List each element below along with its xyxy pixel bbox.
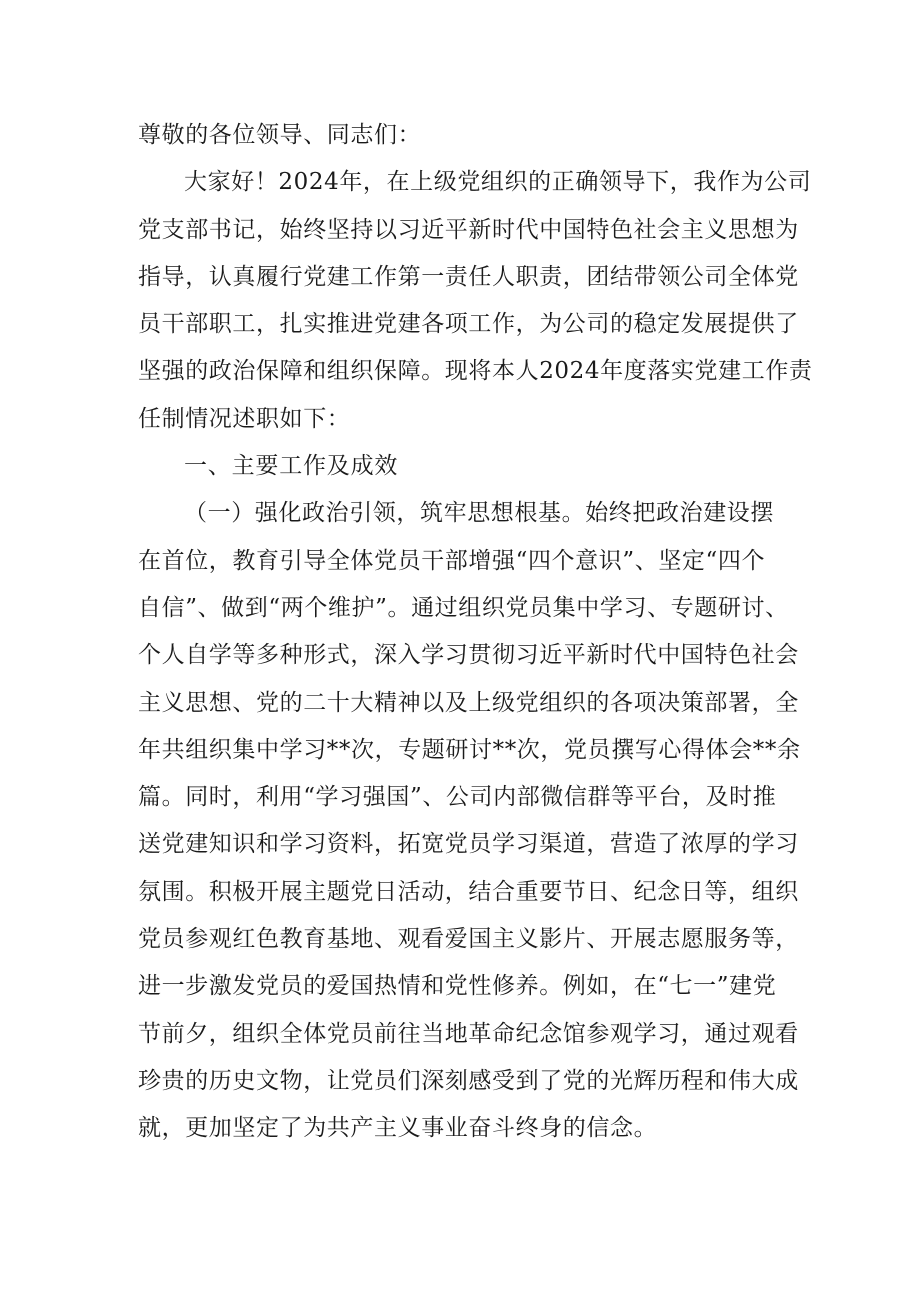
section-heading: 一、主要工作及成效 bbox=[184, 453, 399, 480]
subsection-paragraph-line: 主义思想、党的二十大精神以及上级党组织的各项决策部署，全 bbox=[138, 689, 799, 716]
subsection-paragraph-line: 篇。同时，利用“学习强国”、公司内部微信群等平台，及时推 bbox=[138, 784, 777, 811]
intro-paragraph-line: 大家好！2024年，在上级党组织的正确领导下，我作为公司 bbox=[184, 169, 812, 196]
document-body bbox=[138, 112, 813, 1153]
intro-paragraph-line: 指导，认真履行党建工作第一责任人职责，团结带领公司全体党 bbox=[138, 263, 799, 290]
subsection-paragraph-line: 自信”、做到“两个维护”。通过组织党员集中学习、专题研讨、 bbox=[138, 594, 789, 621]
subsection-paragraph-line: （一）强化政治引领，筑牢思想根基。始终把政治建设摆 bbox=[184, 500, 774, 527]
intro-paragraph-line: 党支部书记，始终坚持以习近平新时代中国特色社会主义思想为 bbox=[138, 216, 799, 243]
intro-paragraph-line: 员干部职工，扎实推进党建各项工作，为公司的稳定发展提供了 bbox=[138, 311, 799, 338]
salutation: 尊敬的各位领导、同志们： bbox=[138, 122, 422, 148]
intro-paragraph-line: 坚强的政治保障和组织保障。现将本人2024年度落实党建工作责 bbox=[138, 358, 813, 385]
subsection-paragraph-line: 珍贵的历史文物，让党员们深刻感受到了党的光辉历程和伟大成 bbox=[138, 1067, 799, 1094]
subsection-paragraph-line: 就，更加坚定了为共产主义事业奋斗终身的信念。 bbox=[138, 1115, 658, 1142]
subsection-paragraph-line: 党员参观红色教育基地、观看爱国主义影片、开展志愿服务等， bbox=[138, 926, 799, 953]
subsection-paragraph-line: 氛围。积极开展主题党日活动，结合重要节日、纪念日等，组织 bbox=[138, 878, 799, 905]
subsection-paragraph-line: 节前夕，组织全体党员前往当地革命纪念馆参观学习，通过观看 bbox=[138, 1020, 799, 1047]
subsection-paragraph-line: 在首位，教育引导全体党员干部增强“四个意识”、坚定“四个 bbox=[138, 547, 766, 574]
subsection-paragraph-line: 送党建知识和学习资料，拓宽党员学习渠道，营造了浓厚的学习 bbox=[138, 831, 799, 858]
subsection-paragraph-line: 进一步激发党员的爱国热情和党性修养。例如，在“七一”建党 bbox=[138, 973, 777, 1000]
subsection-paragraph-line: 个人自学等多种形式，深入学习贯彻习近平新时代中国特色社会 bbox=[138, 642, 799, 669]
subsection-paragraph-line: 年共组织集中学习**次，专题研讨**次，党员撰写心得体会**余 bbox=[138, 736, 801, 763]
intro-paragraph-line: 任制情况述职如下： bbox=[138, 405, 351, 432]
